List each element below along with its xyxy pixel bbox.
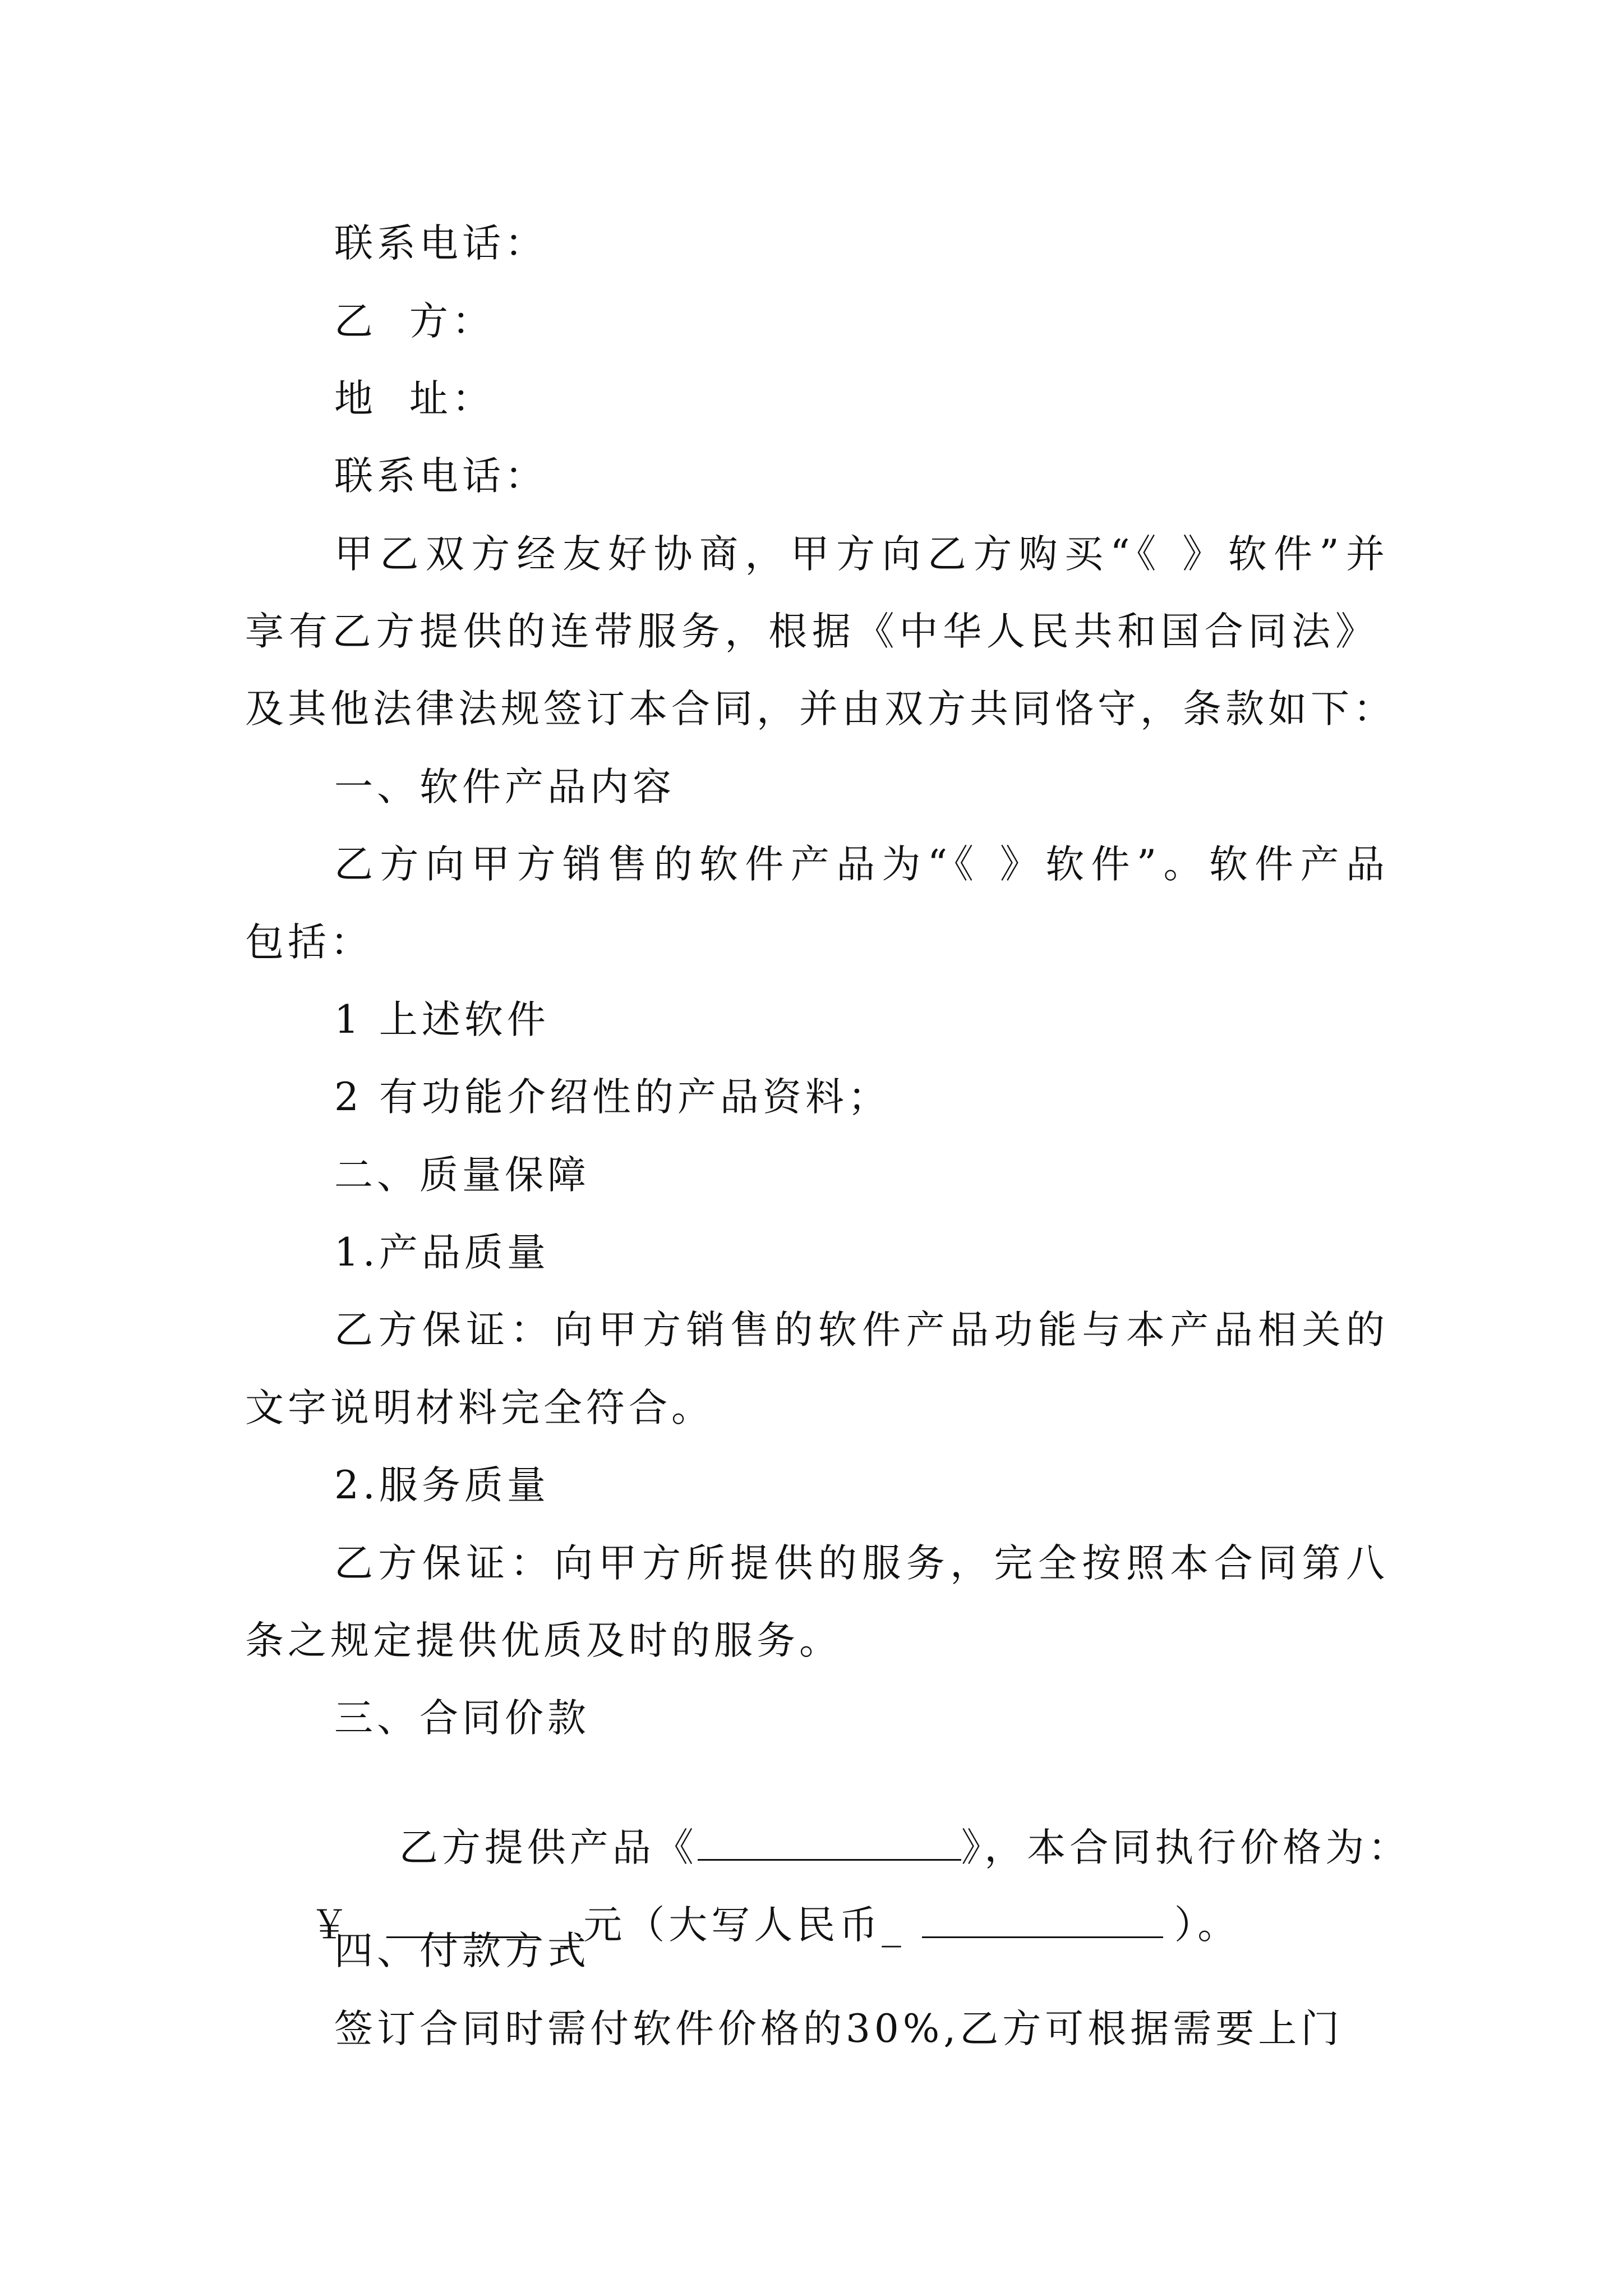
section-1-item-2: 2 有功能介绍性的产品资料； [334,1075,891,1120]
price-close-text: ）。 [1174,1903,1241,1948]
section-3-heading: 三、合同价款 [334,1696,590,1741]
price-line-1-after: 》，本合同执行价格为： [961,1825,1411,1870]
section-1-body-line-1: 乙方向甲方销售的软件产品为“《 》软件”。软件产品 [334,842,1389,887]
price-unit-text: _元（大写人民币_ [560,1903,905,1948]
price-line-1-before: 乙方提供产品《 [399,1825,698,1870]
price-line-2 [245,1848,1241,1948]
section-4-body-line-1: 签订合同时需付软件价格的30%,乙方可根据需要上门 [334,2007,1344,2051]
preamble-line-3: 及其他法律法规签订本合同，并由双方共同恪守，条款如下： [245,687,1396,731]
section-2-heading: 二、质量保障 [334,1153,590,1198]
section-2-sub-1-body-line-1: 乙方保证：向甲方销售的软件产品功能与本产品相关的 [334,1308,1389,1352]
section-2-sub-1-body-line-2: 文字说明材料完全符合。 [245,1386,714,1430]
section-2-sub-1-heading: 1.产品质量 [334,1230,550,1275]
section-2-sub-2-heading: 2.服务质量 [334,1463,550,1508]
section-1-body-line-2: 包括： [245,920,373,965]
section-2-sub-2-body-line-1: 乙方保证：向甲方所提供的服务，完全按照本合同第八 [334,1541,1389,1586]
party-b-address-label: 地 址： [334,376,495,421]
party-a-phone-label: 联系电话： [334,221,547,266]
preamble-line-1: 甲乙双方经友好协商，甲方向乙方购买“《 》软件”并 [334,532,1389,577]
party-b-phone-label: 联系电话： [334,454,547,499]
party-b-label: 乙 方： [334,299,495,344]
price-line-1 [334,1770,1411,1870]
section-4-heading: 四、付款方式 [334,1929,590,1973]
section-2-sub-2-body-line-2: 条之规定提供优质及时的服务。 [245,1618,842,1663]
currency-symbol: ￥ [310,1903,353,1948]
preamble-line-2: 享有乙方提供的连带服务，根据《中华人民共和国合同法》 [245,609,1378,654]
section-1-item-1: 1 上述软件 [334,997,550,1042]
section-1-heading: 一、软件产品内容 [334,765,675,809]
amount-words-blank [922,1903,1163,1938]
